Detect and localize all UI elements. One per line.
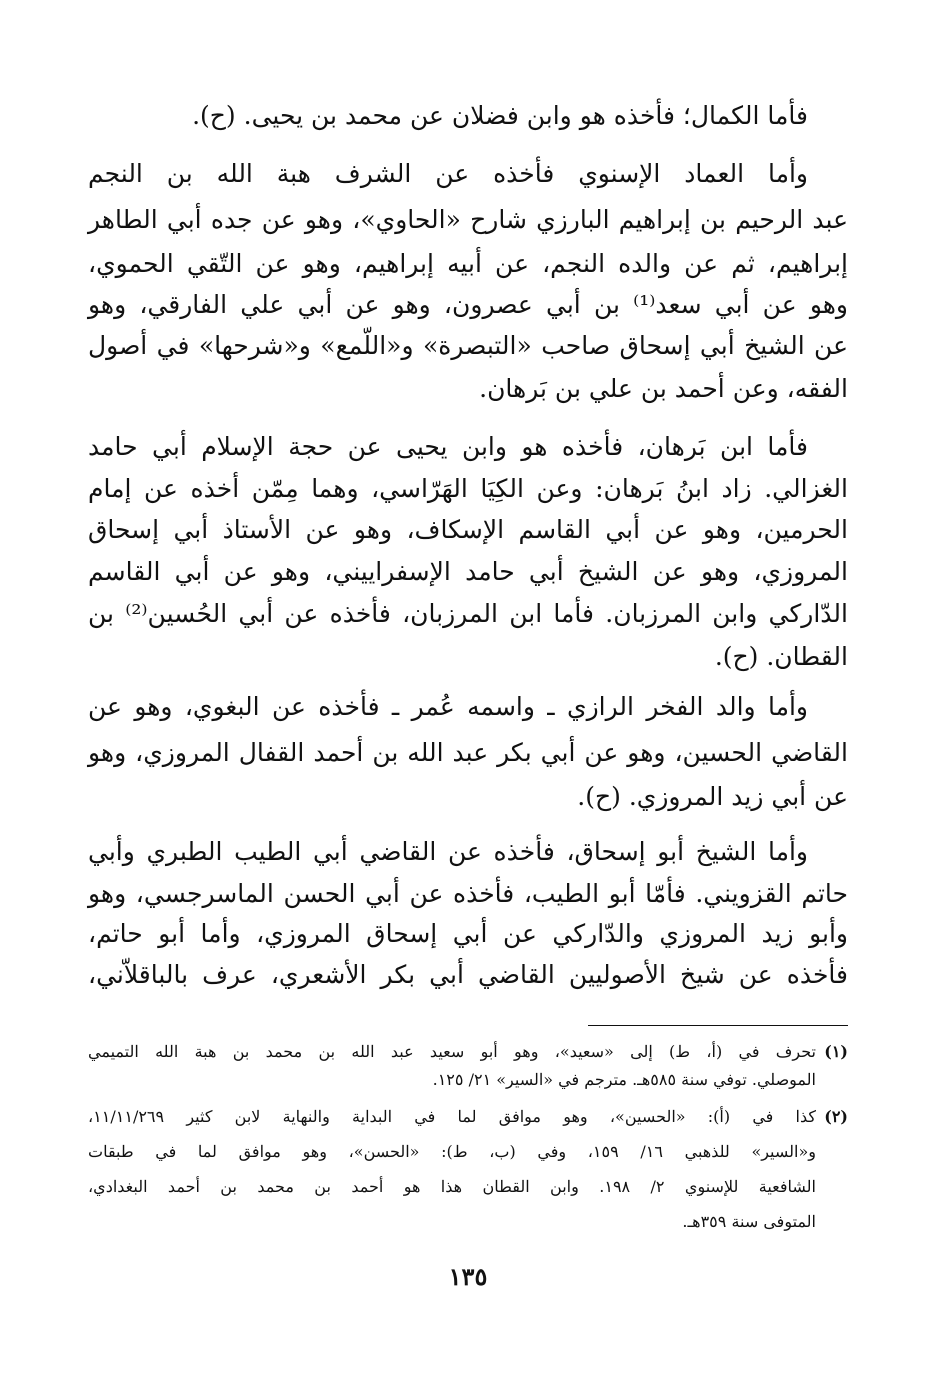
text-line: فأما ابن بَرهان، فأخذه هو وابن يحيى عن حجة الإسلام أبي حامد: [88, 432, 808, 461]
text-line: الحرمين، وهو عن أبي القاسم الإسكاف، وهو عن الأستاذ أبي إسحاق: [88, 515, 848, 544]
page-number: ١٣٥: [448, 1262, 488, 1291]
text-line: وهو عن أبي سعد⁽¹⁾ بن أبي عصرون، وهو عن أبي علي الفارقي، وهو: [88, 290, 848, 319]
text-line: وأما العماد الإسنوي فأخذه عن الشرف هبة الله بن النجم: [88, 159, 808, 188]
footnote-line: و«السير» للذهبي ١٦/ ١٥٩، وفي (ب، ط): «الحسن»، وهو موافق لما في طبقات: [88, 1142, 816, 1161]
footnote-line: الشافعية للإسنوي ٢/ ١٩٨. وابن القطان هذا هو أحمد بن محمد بن أحمد البغدادي،: [88, 1177, 817, 1196]
footnote-number: (١): [824, 1042, 848, 1061]
text-line: الفقه، وعن أحمد بن علي بن بَرهان.: [479, 374, 848, 403]
text-line: وأما والد الفخر الرازي ـ واسمه عُمر ـ فأخذه عن البغوي، وهو عن: [88, 692, 808, 721]
text-line: الدّاركي وابن المرزبان. فأما ابن المرزبان، فأخذه عن أبي الحُسين⁽²⁾ بن: [88, 599, 848, 628]
text-line: وأبو زيد المروزي والدّاركي عن أبي إسحاق المروزي، وأما أبو حاتم،: [88, 919, 848, 948]
text-line: القطان. (ح).: [714, 642, 848, 671]
text-line: عن أبي زيد المروزي. (ح).: [577, 782, 848, 811]
text-line: حاتم القزويني. فأمّا أبو الطيب، فأخذه عن أبي الحسن الماسرجسي، وهو: [88, 879, 848, 908]
footnote-line: المتوفى سنة ٣٥٩هـ.: [682, 1212, 816, 1231]
text-line: القاضي الحسين، وهو عن أبي بكر عبد الله بن أحمد القفال المروزي، وهو: [88, 738, 848, 767]
text-line: عن الشيخ أبي إسحاق صاحب «التبصرة» و«اللّمع» و«شرحها» في أصول: [88, 331, 848, 360]
text-line: إبراهيم، ثم عن والده النجم، عن أبيه إبراهيم، وهو عن التّقي الحموي،: [88, 249, 848, 278]
footnote-line: الموصلي. توفي سنة ٥٨٥هـ. مترجم في «السير» ٢١/ ١٢٥.: [432, 1070, 816, 1089]
text-line: عبد الرحيم بن إبراهيم البارزي شارح «الحاوي»، وهو عن جده أبي الطاهر: [88, 205, 848, 234]
text-line: فأما الكمال؛ فأخذه هو وابن فضلان عن محمد بن يحيى. (ح).: [192, 101, 808, 130]
text-line: وأما الشيخ أبو إسحاق، فأخذه عن القاضي أبي الطيب الطبري وأبي: [88, 837, 808, 866]
footnote-line: تحرف في (أ، ط) إلى «سعيد»، وهو أبو سعيد عبد الله بن محمد بن هبة الله التميمي: [88, 1042, 816, 1061]
text-line: المروزي، وهو عن الشيخ أبي حامد الإسفراييني، وهو عن أبي القاسم: [88, 557, 848, 586]
text-line: الغزالي. زاد ابنُ بَرهان: وعن الكِيَا الهَرّاسي، وهما مِمّن أخذه عن إمام: [88, 474, 848, 503]
footnote-number: (٢): [824, 1107, 848, 1126]
footnote-line: كذا في (أ): «الحسين»، وهو موافق لما في البداية والنهاية لابن كثير ١١/١١/٢٦٩،: [88, 1107, 816, 1126]
text-line: فأخذه عن شيخ الأصوليين القاضي أبي بكر الأشعري، عرف بالباقلاّني،: [88, 960, 848, 989]
footnote-separator: [588, 1025, 848, 1026]
